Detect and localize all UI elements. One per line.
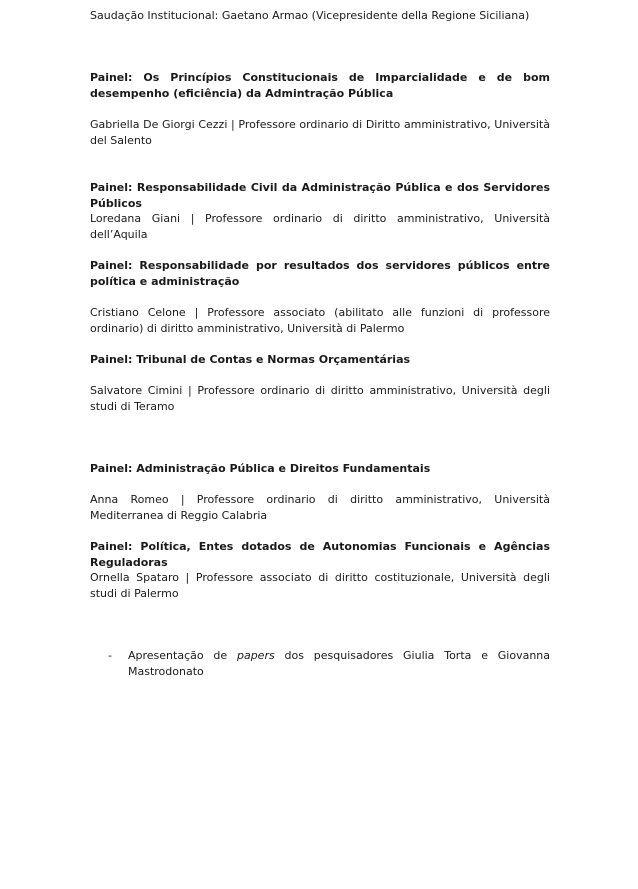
panel-4-speaker: Salvatore Cimini | Professore ordinario di diritto amministrativo, Università degli studi di Teramo bbox=[90, 384, 550, 413]
bullet-text-after: dos pesquisadores Giulia Torta e Giovanna Mastrodonato bbox=[128, 649, 551, 678]
panel-6-title: Painel: Política, Entes dotados de Autonomias Funcionais e Agências Reguladoras bbox=[90, 540, 550, 569]
bullet-text bbox=[128, 648, 550, 680]
papers-presentation-item bbox=[108, 648, 550, 680]
panel-2-speaker: Loredana Giani | Professore ordinario di diritto amministrativo, Università dell’Aquila bbox=[90, 212, 550, 241]
panel-5-speaker: Anna Romeo | Professore ordinario di diritto amministrativo, Università Mediterranea di Reggio Calabria bbox=[90, 493, 550, 522]
panel-1-speaker: Gabriella De Giorgi Cezzi | Professore ordinario di Diritto amministrativo, Università del Salento bbox=[90, 118, 550, 147]
panel-4-title: Painel: Tribunal de Contas e Normas Orçamentárias bbox=[90, 353, 411, 366]
panel-3-title: Painel: Responsabilidade por resultados dos servidores públicos entre política e administração bbox=[90, 259, 550, 288]
bullet-dash: - bbox=[108, 649, 112, 662]
panel-2-title: Painel: Responsabilidade Civil da Administração Pública e dos Servidores Públicos bbox=[90, 181, 550, 210]
bullet-text-italic: papers bbox=[236, 649, 275, 662]
panel-1-title: Painel: Os Princípios Constitucionais de Imparcialidade e de bom desempenho (eficiência) da Admintração Pública bbox=[90, 71, 550, 100]
panel-6-speaker: Ornella Spataro | Professore associato di diritto costituzionale, Università degli studi di Palermo bbox=[90, 571, 550, 600]
bullet-text-before: Apresentação de bbox=[128, 649, 237, 662]
panel-3-speaker: Cristiano Celone | Professore associato (abilitato alle funzioni di professore ordinario) di diritto amministrativo, Università di Palermo bbox=[90, 306, 550, 335]
institutional-greeting: Saudação Institucional: Gaetano Armao (Vicepresidente della Regione Siciliana) bbox=[90, 9, 530, 22]
panel-5-title: Painel: Administração Pública e Direitos Fundamentais bbox=[90, 462, 431, 475]
